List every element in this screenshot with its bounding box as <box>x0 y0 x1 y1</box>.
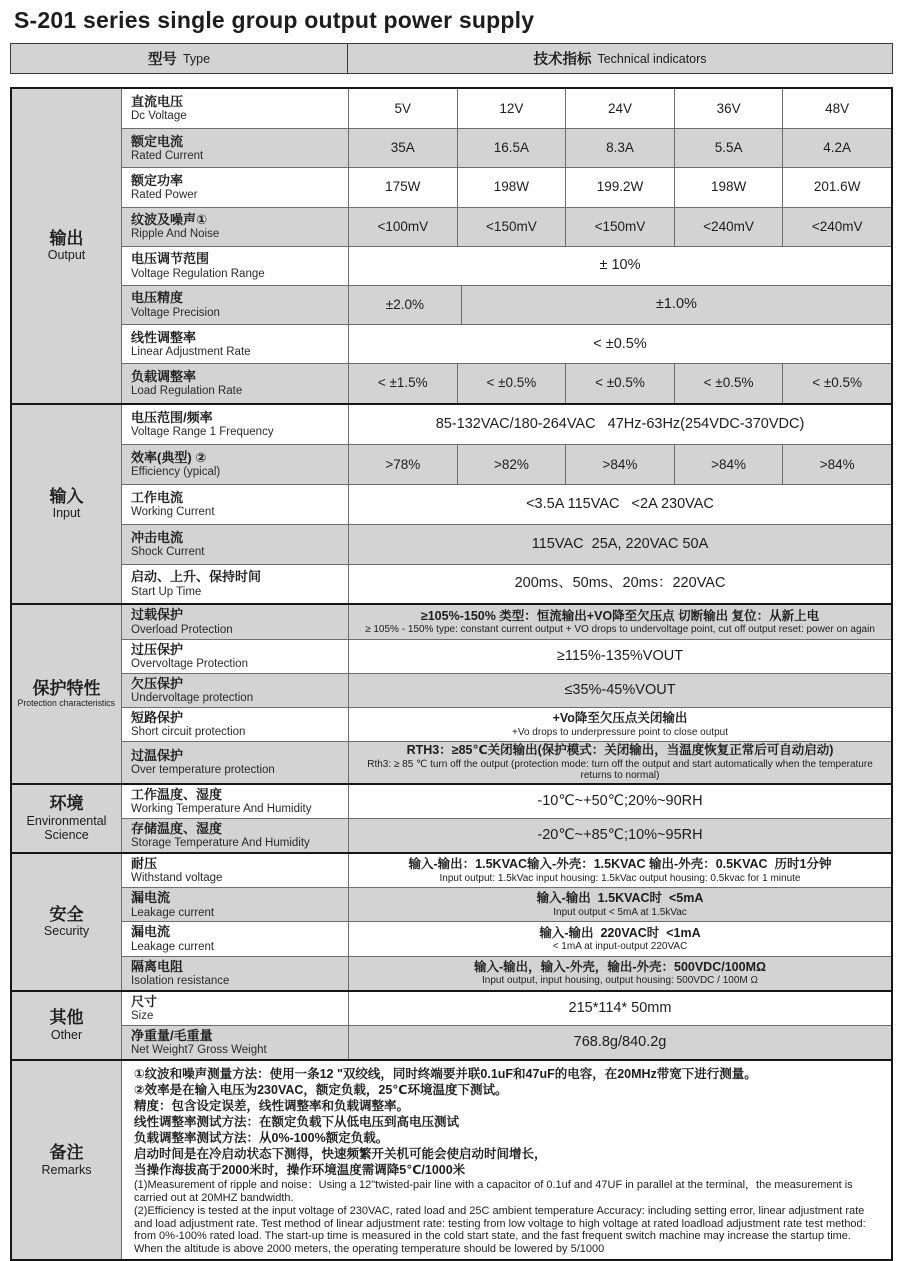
section-rows <box>122 785 891 852</box>
row-label-en: Start Up Time <box>131 585 202 598</box>
spec-row <box>122 785 891 818</box>
spec-value-main: < ±0.5% <box>703 375 754 391</box>
row-values <box>349 364 891 402</box>
spec-value <box>349 785 891 818</box>
section-category-en: Output <box>47 248 86 263</box>
row-label-cell <box>122 674 349 707</box>
section-category-zh: 输入 <box>49 486 84 506</box>
row-label-zh: 净重量/毛重量 <box>131 1028 213 1044</box>
row-label-en: Net Weight7 Gross Weight <box>131 1044 267 1057</box>
row-label-zh: 尺寸 <box>131 993 158 1009</box>
spec-value-main: 5V <box>394 100 412 116</box>
row-label-cell <box>122 785 349 818</box>
section-category-cell <box>12 785 122 852</box>
row-values <box>349 405 891 445</box>
row-label-en: Over temperature protection <box>131 764 275 777</box>
section-rows <box>122 992 891 1059</box>
remark-line-zh: 精度：包含设定误差，线性调整率和负载调整率。 <box>134 1099 410 1114</box>
spec-value <box>349 325 891 363</box>
spec-value <box>565 364 674 402</box>
spec-row <box>122 89 891 128</box>
spec-value <box>349 674 891 707</box>
spec-value-main: RTH3：≥85℃关闭输出(保护模式：关闭输出，当温度恢复正常后可自动启动) <box>406 743 834 758</box>
row-values <box>349 485 891 524</box>
spec-value-main: <240mV <box>703 218 754 234</box>
row-label-cell <box>122 286 349 324</box>
spec-value-main: <100mV <box>377 218 429 234</box>
section-category-zh: 输出 <box>49 228 84 248</box>
spec-value-main: +Vo降至欠压点关闭输出 <box>552 711 688 726</box>
remarks-category-zh: 备注 <box>49 1143 84 1163</box>
spec-value <box>674 129 783 167</box>
row-label-en: Voltage Regulation Range <box>131 267 265 280</box>
row-values <box>349 888 891 921</box>
row-label-zh: 过温保护 <box>131 747 184 763</box>
section-1 <box>12 403 891 604</box>
row-label-cell <box>122 992 349 1025</box>
section-category-zh: 保护特性 <box>32 678 101 698</box>
row-label-cell <box>122 247 349 285</box>
spec-value-main: ±2.0% <box>385 296 424 312</box>
row-values <box>349 957 891 990</box>
row-label-cell <box>122 565 349 604</box>
spec-row <box>122 564 891 604</box>
section-category-cell <box>12 89 122 403</box>
row-label-zh: 漏电流 <box>131 924 171 940</box>
row-label-zh: 隔离电阻 <box>131 958 184 974</box>
row-values <box>349 525 891 564</box>
remark-line-zh: ①纹波和噪声测量方法：使用一条12 "双绞线，同时终端要并联0.1uF和47uF的电容，在20MHz带宽下进行测量。 <box>134 1067 757 1082</box>
spec-value-main: 115VAC 25A, 220VAC 50A <box>531 535 709 552</box>
spec-value <box>349 168 457 206</box>
row-values <box>349 247 891 285</box>
row-label-en: Ripple And Noise <box>131 228 220 241</box>
section-5 <box>12 990 891 1059</box>
spec-row <box>122 992 891 1025</box>
spec-row <box>122 921 891 955</box>
spec-row <box>122 524 891 564</box>
spec-row <box>122 605 891 638</box>
header-indicators-zh: 技术指标 <box>533 52 592 68</box>
section-category-zh: 环境 <box>49 794 84 814</box>
section-2 <box>12 603 891 782</box>
section-category-en: Protection characteristics <box>17 698 116 709</box>
row-label-zh: 短路保护 <box>131 710 184 726</box>
row-label-zh: 耐压 <box>131 856 158 872</box>
spec-value <box>674 208 783 246</box>
row-label-zh: 启动、上升、保持时间 <box>131 569 262 585</box>
spec-row <box>122 128 891 167</box>
row-label-zh: 电压调节范围 <box>131 251 210 267</box>
spec-row <box>122 707 891 741</box>
row-label-en: Linear Adjustment Rate <box>131 345 251 358</box>
row-values <box>349 640 891 673</box>
remark-line-zh: ②效率是在输入电压为230VAC，额定负载，25℃环境温度下测试。 <box>134 1083 508 1098</box>
spec-value <box>782 445 891 484</box>
row-label-en: Rated Current <box>131 150 204 162</box>
row-label-en: Rated Power <box>131 189 198 202</box>
spec-value-main: 36V <box>716 100 741 116</box>
row-label-zh: 纹波及噪声① <box>131 212 208 228</box>
spec-value-sub: Input output < 5mA at 1.5kVac <box>553 906 687 918</box>
page-title: S-201 series single group output power supply <box>14 7 535 33</box>
spec-value-main: 输入-输出，输入-外壳，输出-外壳：500VDC/100MΩ <box>474 959 766 974</box>
spec-value <box>565 89 674 128</box>
spec-value-main: 4.2A <box>823 140 852 156</box>
remark-line-zh: 负载调整率测试方法：从0%-100%额定负载。 <box>134 1131 389 1146</box>
spec-value-sub: ≥ 105% - 150% type: constant current output + VO drops to undervoltage point, cut off output reset: power on again <box>365 624 875 636</box>
spec-value-main: < ±0.5% <box>486 375 537 391</box>
row-label-en: Shock Current <box>131 546 205 559</box>
spec-value-main: 198W <box>493 179 530 195</box>
spec-value <box>349 640 891 673</box>
row-label-en: Voltage Precision <box>131 306 220 319</box>
row-label-cell <box>122 1026 349 1059</box>
row-label-cell <box>122 208 349 246</box>
spec-value <box>349 957 891 990</box>
row-label-zh: 线性调整率 <box>131 329 197 345</box>
spec-value-main: ±1.0% <box>655 296 697 313</box>
remark-line-zh: 线性调整率测试方法：在额定负载下从低电压到高电压测试 <box>134 1115 460 1130</box>
spec-value-main: 8.3A <box>606 140 634 156</box>
spec-value-main: >84% <box>819 456 855 472</box>
row-label-cell <box>122 605 349 638</box>
spec-row <box>122 854 891 887</box>
spec-value <box>674 364 783 402</box>
spec-value <box>674 89 783 128</box>
spec-value-main: ≥115%-135%VOUT <box>556 647 684 664</box>
spec-value <box>349 565 891 604</box>
row-label-cell <box>122 819 349 852</box>
spec-row <box>122 956 891 990</box>
row-values <box>349 1026 891 1059</box>
spec-value <box>782 364 891 402</box>
remarks-category-cell <box>12 1061 122 1259</box>
spec-value-main: < ±0.5% <box>812 375 863 391</box>
row-label-cell <box>122 888 349 921</box>
section-category-zh: 安全 <box>49 904 84 924</box>
remarks-category-en: Remarks <box>41 1162 92 1177</box>
section-rows <box>122 605 891 782</box>
section-category-en: Input <box>52 506 81 521</box>
row-label-en: Leakage current <box>131 940 215 953</box>
spec-value-main: >82% <box>493 456 529 472</box>
spec-value <box>349 742 891 782</box>
spec-value <box>349 129 457 167</box>
row-values <box>349 785 891 818</box>
row-label-en: Storage Temperature And Humidity <box>131 837 310 850</box>
spec-row <box>122 639 891 673</box>
row-label-zh: 过压保护 <box>131 641 184 657</box>
spec-row <box>122 484 891 524</box>
spec-value-main: <150mV <box>594 218 646 234</box>
row-label-en: Size <box>131 1010 154 1023</box>
spec-value <box>349 485 891 524</box>
spec-value-main: <240mV <box>811 218 863 234</box>
row-label-zh: 电压精度 <box>131 290 184 306</box>
spec-value <box>349 922 891 955</box>
spec-value <box>782 168 891 206</box>
row-values <box>349 992 891 1025</box>
remark-paragraph-en: (2)Efficiency is tested at the input voltage of 230VAC, rated load and 25C ambient temperature Accuracy: including setting error, linear adjustment rate and load adjustment rate. Test method of linear adjustment rate: testing from low voltage to high voltage at rated loadload adjustment rate test method: from 0%-100% rated load. The start-up time is measured in the cold start state, and the fast frequent switch machine may increase the startup time. When the altitude is above 2000 meters, the operating temperature should be lowered by 5/1000 <box>134 1205 866 1255</box>
section-rows <box>122 854 891 990</box>
row-label-cell <box>122 525 349 564</box>
spec-value <box>457 129 566 167</box>
section-4 <box>12 852 891 990</box>
spec-row <box>122 673 891 707</box>
spec-value-main: 输入-输出 1.5KVAC时 <5mA <box>536 891 704 906</box>
spec-value <box>349 888 891 921</box>
row-label-cell <box>122 364 349 402</box>
spec-value-main: 175W <box>385 179 421 195</box>
spec-value <box>565 208 674 246</box>
spec-value <box>565 445 674 484</box>
spec-value-main: 12V <box>499 100 524 116</box>
spec-value <box>349 364 457 402</box>
row-label-en: Voltage Range 1 Frequency <box>131 426 274 439</box>
row-label-cell <box>122 485 349 524</box>
spec-value <box>457 168 566 206</box>
spec-value-main: 24V <box>607 100 632 116</box>
spec-row <box>122 285 891 324</box>
spec-row <box>122 887 891 921</box>
row-values <box>349 854 891 887</box>
spec-value <box>349 445 457 484</box>
row-label-cell <box>122 445 349 484</box>
spec-row <box>122 363 891 402</box>
spec-value <box>349 405 891 445</box>
spec-value <box>349 992 891 1025</box>
spec-value-main: 5.5A <box>714 140 743 156</box>
spec-value <box>782 89 891 128</box>
row-label-cell <box>122 325 349 363</box>
row-label-zh: 工作电流 <box>131 489 184 505</box>
spec-value-main: 16.5A <box>493 140 530 156</box>
section-category-cell <box>12 854 122 990</box>
spec-value-sub: +Vo drops to underpressure point to close output <box>512 726 728 738</box>
row-label-zh: 冲击电流 <box>131 529 184 545</box>
spec-value <box>461 286 891 324</box>
spec-value-main: ± 10% <box>599 257 641 274</box>
section-0 <box>12 89 891 403</box>
spec-value-main: >84% <box>711 456 747 472</box>
row-label-cell <box>122 922 349 955</box>
row-label-cell <box>122 89 349 128</box>
header-type-en: Type <box>182 51 211 66</box>
row-label-cell <box>122 854 349 887</box>
row-label-cell <box>122 129 349 167</box>
row-label-zh: 过载保护 <box>131 607 184 623</box>
row-label-zh: 额定功率 <box>131 172 184 188</box>
row-values <box>349 708 891 741</box>
row-label-en: Working Temperature And Humidity <box>131 803 312 815</box>
row-label-en: Load Regulation Rate <box>131 385 243 398</box>
remark-paragraph-en: (1)Measurement of ripple and noise：Using a 12"twisted-pair line with a capacitor of 0.1uf and 47UF in parallel at the terminal，the measurement is carried out at 20MHZ bandwidth. <box>134 1179 853 1204</box>
row-values <box>349 742 891 782</box>
row-values <box>349 922 891 955</box>
row-label-zh: 电压范围/频率 <box>131 409 213 425</box>
spec-value-sub: Input output: 1.5kVac input housing: 1.5kVac output housing: 0.5kvac for 1 minute <box>439 872 801 884</box>
spec-value <box>457 364 566 402</box>
spec-value <box>349 1026 891 1059</box>
row-values <box>349 445 891 484</box>
spec-value <box>349 525 891 564</box>
spec-row <box>122 444 891 484</box>
spec-value-main: -10℃~+50℃;20%~90RH <box>537 792 703 809</box>
section-remarks <box>12 1059 891 1259</box>
spec-value <box>565 129 674 167</box>
spec-value <box>457 89 566 128</box>
spec-value-sub: Rth3: ≥ 85 ℃ turn off the output (protection mode: turn off the output and start automatically when the temperature returns to normal) <box>367 758 873 782</box>
spec-value-main: 输入-输出 220VAC时 <1mA <box>539 925 701 940</box>
spec-value <box>349 708 891 741</box>
spec-value-main: <150mV <box>486 218 537 234</box>
row-label-en: Efficiency (ypical) <box>131 466 221 479</box>
spec-value <box>349 286 461 324</box>
spec-value-main: 199.2W <box>596 179 644 195</box>
row-values <box>349 605 891 638</box>
spec-value <box>674 168 783 206</box>
spec-value <box>349 208 457 246</box>
remark-line-zh: 当操作海拔高于2000米时，操作环境温度需调降5℃/1000米 <box>134 1163 466 1178</box>
spec-value-main: < ±0.5% <box>595 375 645 391</box>
spec-value-main: < ±1.5% <box>377 375 428 391</box>
row-values <box>349 325 891 363</box>
spec-value <box>565 168 674 206</box>
section-category-zh: 其他 <box>49 1008 84 1028</box>
spec-value-main: 35A <box>390 140 415 156</box>
spec-value <box>457 208 566 246</box>
spec-row <box>122 324 891 363</box>
spec-value <box>782 129 891 167</box>
section-3 <box>12 783 891 852</box>
row-label-en: Overvoltage Protection <box>131 658 248 671</box>
spec-value-sub: Input output, input housing, output housing: 500VDC / 100M Ω <box>482 975 758 987</box>
row-label-cell <box>122 640 349 673</box>
row-label-cell <box>122 957 349 990</box>
table-header-row <box>10 43 893 74</box>
spec-value <box>349 854 891 887</box>
spec-value-sub: < 1mA at input-output 220VAC <box>552 941 688 953</box>
row-label-zh: 漏电流 <box>131 890 171 906</box>
row-values <box>349 129 891 167</box>
row-label-en: Withstand voltage <box>131 872 223 885</box>
header-type-cell <box>11 44 348 73</box>
spec-value-main: 输入-输出：1.5KVAC输入-外壳：1.5KVAC 输出-外壳：0.5KVAC 历时1分钟 <box>408 857 832 872</box>
row-values <box>349 819 891 852</box>
spec-value-main: <3.5A 115VAC <2A 230VAC <box>526 495 714 512</box>
section-category-en: Other <box>50 1027 83 1042</box>
section-rows <box>122 89 891 403</box>
header-type-zh: 型号 <box>147 52 177 68</box>
row-label-cell <box>122 708 349 741</box>
spec-value-main: < ±0.5% <box>593 335 647 352</box>
section-category-cell <box>12 405 122 604</box>
row-label-cell <box>122 168 349 206</box>
row-values <box>349 89 891 128</box>
spec-value-main: 768.8g/840.2g <box>573 1034 667 1050</box>
row-values <box>349 208 891 246</box>
row-label-en: Working Current <box>131 506 215 519</box>
section-category-cell <box>12 605 122 782</box>
spec-value <box>349 247 891 285</box>
spec-row <box>122 405 891 445</box>
spec-value-main: ≤35%-45%VOUT <box>564 681 676 698</box>
spec-row <box>122 1025 891 1059</box>
spec-row <box>122 741 891 782</box>
row-values <box>349 168 891 206</box>
row-label-zh: 工作温度、湿度 <box>131 786 223 802</box>
section-category-en: Security <box>43 924 90 939</box>
row-label-en: Leakage current <box>131 906 215 919</box>
spec-value <box>782 208 891 246</box>
spec-value-main: ≥105%-150% 类型：恒流输出+VO降至欠压点 切断输出 复位：从新上电 <box>420 608 820 623</box>
spec-value <box>349 605 891 638</box>
row-values <box>349 565 891 604</box>
spec-value <box>349 89 457 128</box>
row-label-en: Isolation resistance <box>131 975 230 988</box>
spec-table-body <box>10 87 893 1261</box>
row-label-zh: 额定电流 <box>131 133 184 149</box>
section-category-en: Environmental Science <box>26 813 107 842</box>
spec-value-main: >78% <box>385 456 421 472</box>
row-label-zh: 负载调整率 <box>131 368 197 384</box>
spec-value-main: 48V <box>825 100 850 116</box>
spec-value-main: 198W <box>710 179 747 195</box>
header-indicators-cell <box>348 44 892 73</box>
row-label-zh: 存储温度、湿度 <box>131 820 223 836</box>
spec-row <box>122 246 891 285</box>
row-label-cell <box>122 405 349 445</box>
row-label-en: Undervoltage protection <box>131 692 254 705</box>
row-label-en: Short circuit protection <box>131 726 246 739</box>
spec-row <box>122 167 891 206</box>
spec-value-main: >84% <box>602 456 638 472</box>
spec-value-main: -20℃~+85℃;10%~95RH <box>537 826 703 843</box>
spec-value-main: 215*114* 50mm <box>568 999 672 1016</box>
row-label-zh: 直流电压 <box>131 93 184 109</box>
row-label-zh: 欠压保护 <box>131 675 184 691</box>
spec-value-main: 201.6W <box>813 179 861 195</box>
header-indicators-en: Technical indicators <box>597 51 707 66</box>
remark-line-zh: 启动时间是在冷启动状态下测得，快速频繁开关机可能会使启动时间增长， <box>134 1147 547 1162</box>
row-label-en: Overload Protection <box>131 623 233 636</box>
row-values <box>349 286 891 324</box>
row-values <box>349 674 891 707</box>
row-label-en: Dc Voltage <box>131 110 187 123</box>
spec-row <box>122 207 891 246</box>
spec-value <box>349 819 891 852</box>
section-rows <box>122 405 891 604</box>
spec-value <box>457 445 566 484</box>
spec-value-main: 200ms、50ms、20ms：220VAC <box>514 575 726 592</box>
section-category-cell <box>12 992 122 1059</box>
row-label-zh: 效率(典型) ② <box>131 450 207 466</box>
spec-value <box>674 445 783 484</box>
spec-row <box>122 818 891 852</box>
spec-value-main: 85-132VAC/180-264VAC 47Hz-63Hz(254VDC-370VDC) <box>435 415 805 432</box>
remarks-content <box>122 1061 891 1259</box>
row-label-cell <box>122 742 349 782</box>
